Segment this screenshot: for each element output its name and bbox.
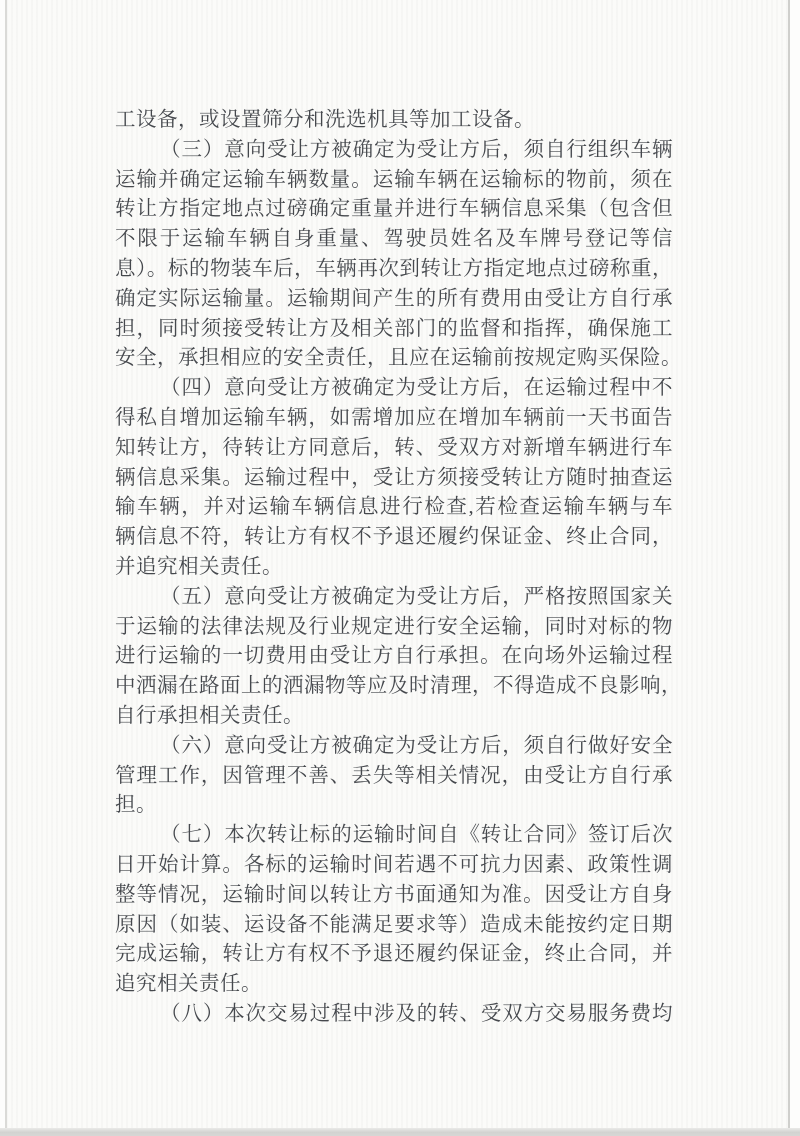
text-line: 知转让方，待转让方同意后，转、受双方对新增车辆进行车 xyxy=(115,436,673,459)
text-line: 辆信息采集。运输过程中，受让方须接受转让方随时抽查运 xyxy=(115,466,673,489)
text-line: 自行承担相关责任。 xyxy=(115,704,304,727)
text-line: 日开始计算。各标的运输时间若遇不可抗力因素、政策性调 xyxy=(115,853,673,876)
text-line: 安全，承担相应的安全责任，且应在运输前按规定购买保险。 xyxy=(115,347,682,370)
text-line: 于运输的法律法规及行业规定进行安全运输，同时对标的物 xyxy=(115,615,673,638)
page-right-edge-line xyxy=(788,0,790,1130)
text-line: （三）意向受让方被确定为受让方后，须自行组织车辆 xyxy=(160,138,673,161)
text-line: （七）本次转让标的运输时间自《转让合同》签订后次 xyxy=(160,824,673,847)
text-line: 辆信息不符，转让方有权不予退还履约保证金、终止合同， xyxy=(115,526,673,549)
text-line: 不限于运输车辆自身重量、驾驶员姓名及车牌号登记等信 xyxy=(115,228,673,251)
contract-text-block xyxy=(115,106,682,1030)
text-line: 并追究相关责任。 xyxy=(115,555,283,578)
text-line: 运输并确定运输车辆数量。运输车辆在运输标的物前，须在 xyxy=(115,168,673,191)
text-line: 确定实际运输量。运输期间产生的所有费用由受让方自行承 xyxy=(115,287,673,310)
text-line: 担，同时须接受转让方及相关部门的监督和指挥，确保施工 xyxy=(115,317,673,340)
text-line: （四）意向受让方被确定为受让方后，在运输过程中不 xyxy=(160,377,673,400)
text-line: 管理工作，因管理不善、丢失等相关情况，由受让方自行承 xyxy=(115,764,673,787)
text-line: （六）意向受让方被确定为受让方后，须自行做好安全 xyxy=(160,734,673,757)
text-line: 整等情况，运输时间以转让方书面通知为准。因受让方自身 xyxy=(115,883,673,906)
text-line: （五）意向受让方被确定为受让方后，严格按照国家关 xyxy=(160,585,673,608)
text-line: 得私自增加运输车辆，如需增加应在增加车辆前一天书面告 xyxy=(115,406,673,429)
text-line: 中洒漏在路面上的洒漏物等应及时清理，不得造成不良影响， xyxy=(115,675,682,698)
page-bottom-scan-band xyxy=(0,1128,800,1136)
text-line: （八）本次交易过程中涉及的转、受双方交易服务费均 xyxy=(160,1002,673,1025)
text-line: 输车辆，并对运输车辆信息进行检查,若检查运输车辆与车 xyxy=(115,496,673,519)
text-line: 完成运输，转让方有权不予退还履约保证金，终止合同，并 xyxy=(115,943,673,966)
page-left-edge-line xyxy=(5,0,7,1130)
text-line: 转让方指定地点过磅确定重量并进行车辆信息采集（包含但 xyxy=(115,198,673,221)
text-line: 担。 xyxy=(115,794,157,817)
text-line: 追究相关责任。 xyxy=(115,973,262,996)
text-line: 原因（如装、运设备不能满足要求等）造成未能按约定日期 xyxy=(115,913,673,936)
text-line: 息）。标的物装车后，车辆再次到转让方指定地点过磅称重， xyxy=(115,257,673,280)
text-line: 进行运输的一切费用由受让方自行承担。在向场外运输过程 xyxy=(115,645,673,668)
text-line: 工设备，或设置筛分和洗选机具等加工设备。 xyxy=(115,109,535,131)
